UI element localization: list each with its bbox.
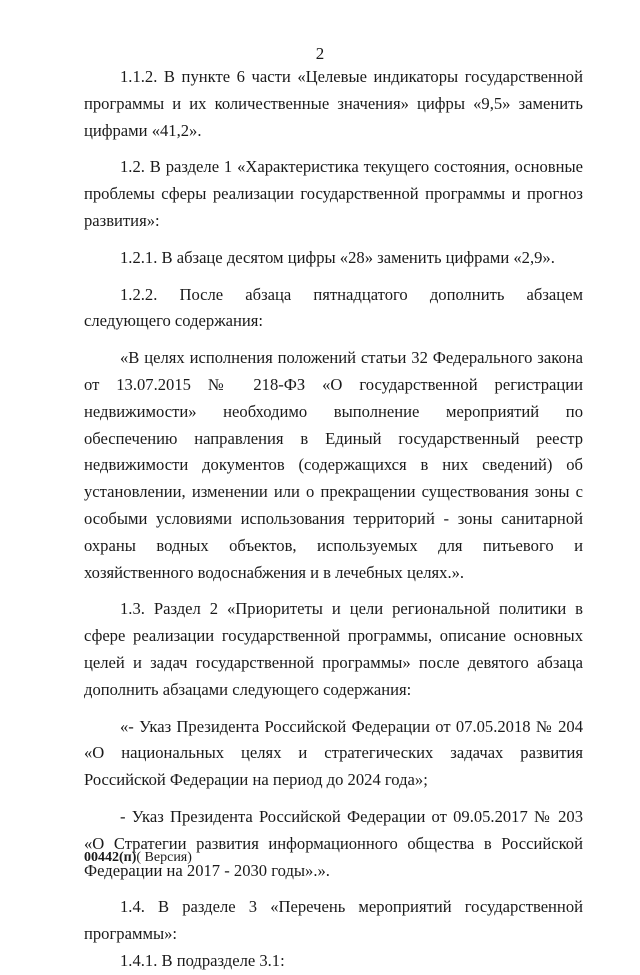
footer-version bbox=[84, 850, 192, 866]
paragraph-quote-218fz: «В целях исполнения положений статьи 32 Федерального закона от 13.07.2015 № 218-ФЗ «О государственной регистрации недвижимости» необходимо выполнение мероприятий по обеспечению направления в Единый государственный реестр недвижимости документов (содержащихся в них сведений) об установлении, изменении или о прекращении существования зоны с особыми условиями использования территорий - зоны санитарной охраны водных объектов, используемых для питьевого и хозяйственного водоснабжения и в лечебных целях.». bbox=[84, 348, 583, 582]
paragraph-1-2-1: 1.2.1. В абзаце десятом цифры «28» заменить цифрами «2,9». bbox=[120, 247, 555, 267]
page-number: 2 bbox=[315, 44, 325, 63]
paragraph-1-2: 1.2. В разделе 1 «Характеристика текущего состояния, основные проблемы сферы реализации государственной программы и прогноз развития»: bbox=[84, 157, 583, 230]
document-body bbox=[84, 64, 583, 975]
paragraph-1-4-1: 1.4.1. В подразделе 3.1: bbox=[120, 950, 285, 970]
version-label: ( Версия) bbox=[136, 850, 192, 865]
paragraph-1-4: 1.4. В разделе 3 «Перечень мероприятий государственной программы»: bbox=[84, 897, 583, 944]
paragraph-1-3: 1.3. Раздел 2 «Приоритеты и цели региональной политики в сфере реализации государственной программы, описание основных целей и задач государственной программы» после девятого абзаца дополнить абзацами следующего содержания: bbox=[84, 599, 583, 699]
paragraph-decree-204: «- Указ Президента Российской Федерации от 07.05.2018 № 204 «О национальных целях и стратегических задачах развития Российской Федерации на период до 2024 года»; bbox=[84, 716, 583, 790]
document-code: 00442(п) bbox=[84, 850, 137, 865]
paragraph-decree-203: - Указ Президента Российской Федерации от 09.05.2017 № 203 «О Стратегии развития информационного общества в Российской Федерации на 2017 - 2030 годы».». bbox=[84, 806, 583, 880]
paragraph-1-1-2: 1.1.2. В пункте 6 части «Целевые индикаторы государственной программы и их количественные значения» цифры «9,5» заменить цифрами «41,2». bbox=[84, 67, 583, 140]
paragraph-1-2-2: 1.2.2. После абзаца пятнадцатого дополнить абзацем следующего содержания: bbox=[84, 284, 583, 331]
